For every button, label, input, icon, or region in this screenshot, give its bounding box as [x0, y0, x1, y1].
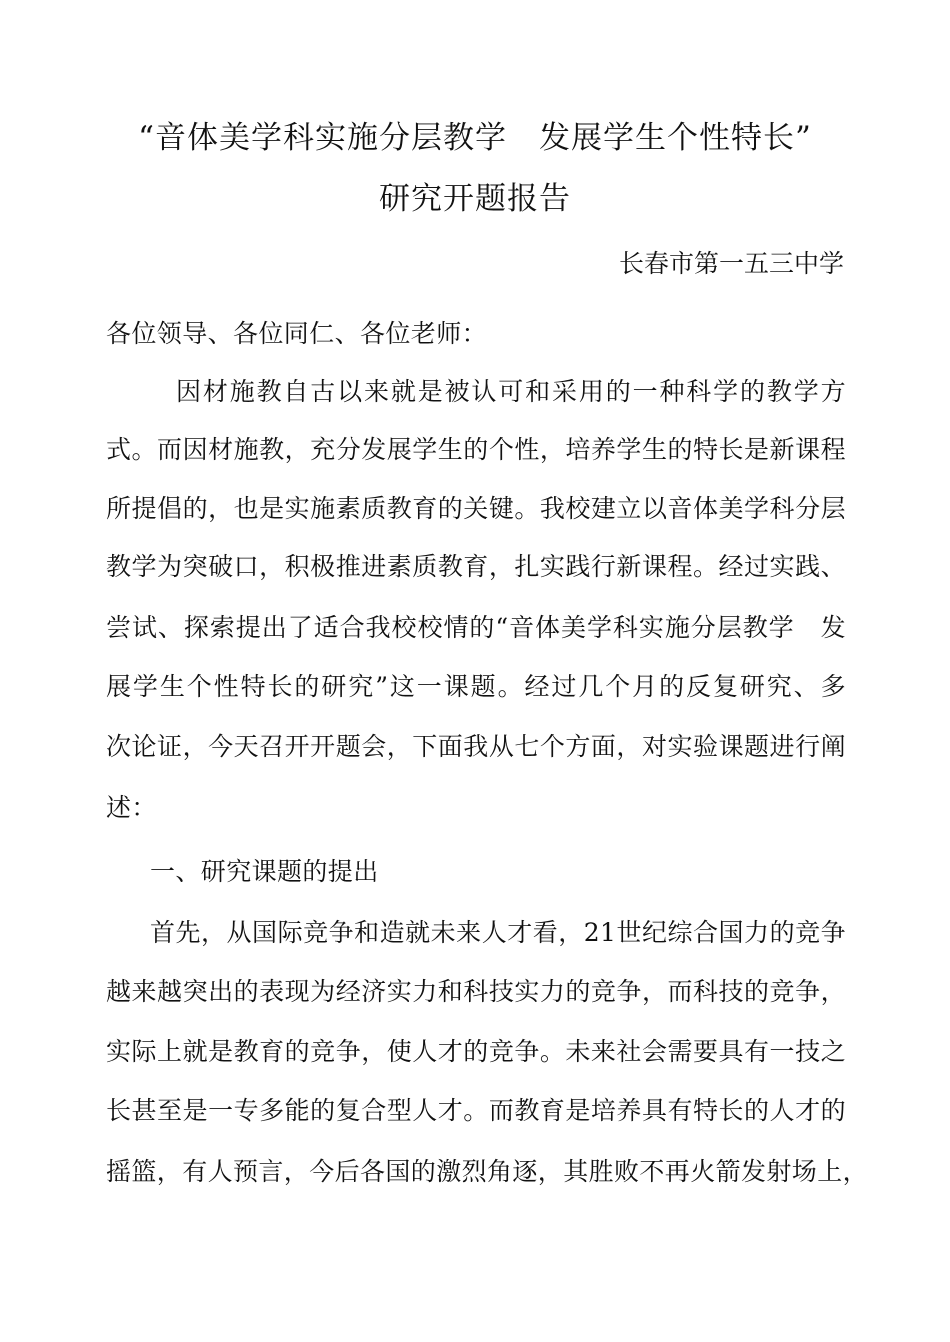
intro-line: 述：	[106, 793, 157, 822]
intro-line: 展学生个性特长的研究”这一课题。经过几个月的反复研究、多	[106, 672, 846, 701]
section-line: 越来越突出的表现为经济实力和科技实力的竞争，而科技的竞争，	[106, 977, 846, 1006]
intro-line: 尝试、探索提出了适合我校校情的“音体美学科实施分层教学 发	[106, 613, 846, 642]
section-line: 长甚至是一专多能的复合型人才。而教育是培养具有特长的人才的	[106, 1096, 846, 1125]
intro-line: 次论证，今天召开开题会，下面我从七个方面，对实验课题进行阐	[106, 732, 846, 761]
intro-line: 式。而因材施教，充分发展学生的个性，培养学生的特长是新课程	[106, 435, 846, 464]
document-title-line-2: 研究开题报告	[379, 181, 571, 217]
section-line: 实际上就是教育的竞争，使人才的竞争。未来社会需要具有一技之	[106, 1037, 846, 1066]
salutation: 各位领导、各位同仁、各位老师：	[106, 319, 488, 348]
section-heading: 一、研究课题的提出	[150, 857, 379, 886]
document-title-line-1: “音体美学科实施分层教学 发展学生个性特长”	[138, 120, 812, 156]
intro-line: 因材施教自古以来就是被认可和采用的一种科学的教学方	[176, 377, 846, 406]
intro-line: 教学为突破口，积极推进素质教育，扎实践行新课程。经过实践、	[106, 552, 846, 581]
author-school: 长春市第一五三中学	[618, 249, 844, 278]
section-line: 摇篮，有人预言，今后各国的激烈角逐，其胜败不再火箭发射场上，	[106, 1157, 869, 1186]
intro-line: 所提倡的，也是实施素质教育的关键。我校建立以音体美学科分层	[106, 494, 846, 523]
section-line: 首先，从国际竞争和造就未来人才看，21世纪综合国力的竞争	[150, 918, 846, 947]
